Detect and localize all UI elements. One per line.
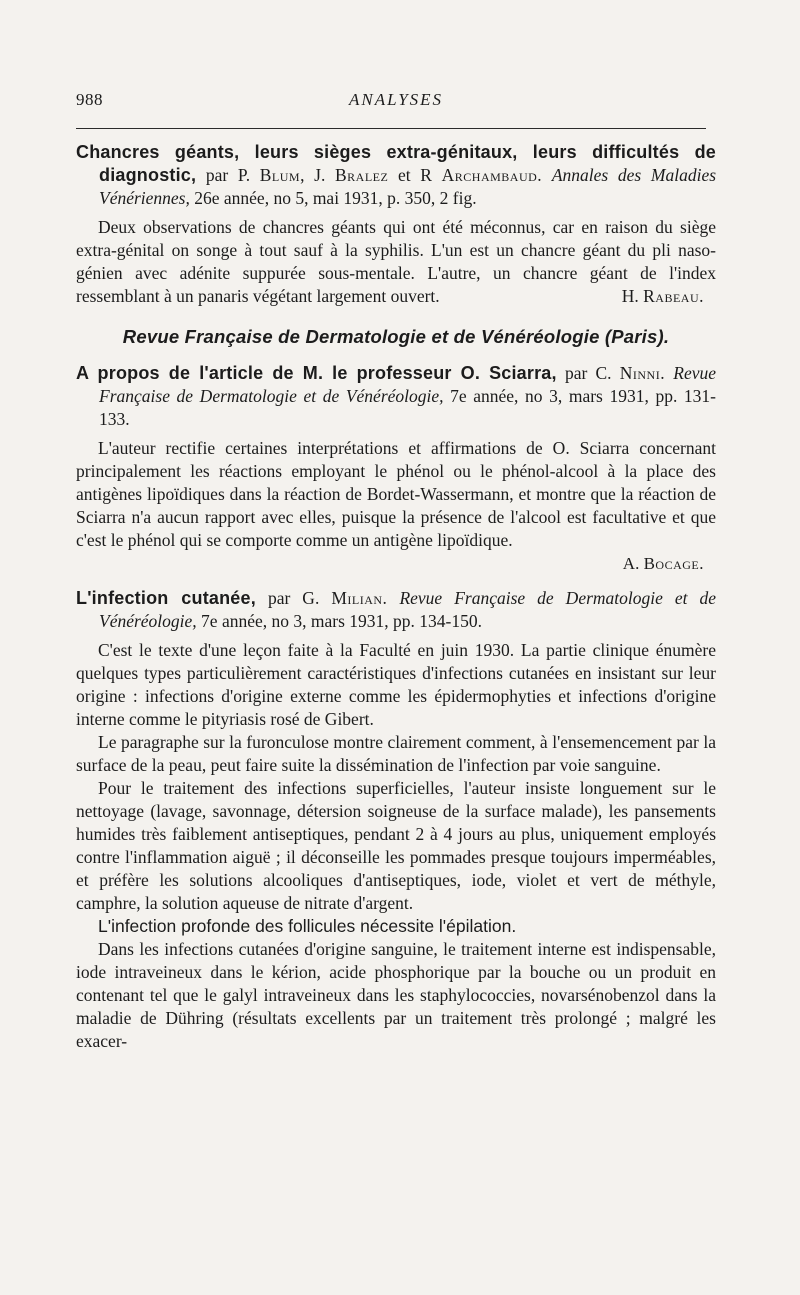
entry-3-paragraph-1: C'est le texte d'une leçon faite à la Faculté en juin 1930. La partie clinique énumère quelques types particulièrement caractéristiques d'infections cutanées en insistant sur leur origine : infections d'origine externe comme les épidermophyties et infections d'origine interne comme le pityriasis rosé de Gibert. [76,640,716,729]
entry-1-author: Bralez [335,165,389,185]
entry-2-body: L'auteur rectifie certaines interprétations et affirmations de O. Sciarra concernant principalement les réactions employant le phénol ou le phénol-alcool à la place des antigènes lipoïdiques dans la réaction de Bordet-Wassermann, et montre que la réaction de Sciarra n'a aucun rapport avec elles, puisque la présence de l'alcool est facultative et que c'est le phénol qui se comporte comme un antigène lipoïdique. [76,438,716,550]
running-head [76,90,716,120]
entry-3-title: L'infection cutanée, [76,588,256,608]
entry-2-signature: A. Bocage. [622,554,704,573]
entry-3-details: 7e année, no 3, mars 1931, pp. 134-150. [201,611,482,631]
entry-1-title: Chancres géants, leurs sièges extra-génitaux, leurs difficultés de diagnostic, [76,142,716,185]
entry-3-paragraph-5: Dans les infections cutanées d'origine sanguine, le traitement interne est indispensable, iode intraveineux dans le kérion, acide phosphorique par la bouche ou un produit en contenant tel que le galyl intraveineux dans les staphylococcies, novarsénobenzol dans la maladie de Dühring (résultats excellents par un traitement très prolongé ; malgré les exacer- [76,939,716,1051]
entry-3-author: Milian. [331,588,388,608]
entry-2-details: 7e année, no 3, mars 1931, pp. 131-133. [99,386,717,429]
journal-page [76,90,716,1053]
entry-1-author: Archambaud. [441,165,543,185]
entry-3-paragraph-2: Le paragraphe sur la furonculose montre clairement comment, à l'ensemencement par la surface de la peau, peut faire suite la dissémination de l'infection par voie sanguine. [76,732,716,775]
entry-3-paragraph-4: L'infection profonde des follicules nécessite l'épilation. [98,916,517,936]
entry-3-journal: Revue Française de Dermatologie et de Vénéréologie, [99,588,717,631]
entry-1-journal: Annales des Maladies Vénériennes, [99,165,717,208]
header-rule [76,128,706,129]
entry-2-heading: A propos de l'article de M. le professeur O. Sciarra, par C. Ninni. Revue Française de Dermatologie et de Vénéréologie, 7e année, no 3, mars 1931, pp. 131-133. [76,363,717,429]
page-number: 988 [76,90,103,109]
entry-1-heading: Chancres géants, leurs sièges extra-génitaux, leurs difficultés de diagnostic, par P. Blum, J. Bralez et R Archambaud. Annales des Maladies Vénériennes, 26e année, no 5, mai 1931, p. 350, 2 fig. [76,142,717,208]
section-title: Revue Française de Dermatologie et de Vénéréologie (Paris). [122,326,670,347]
entry-2-journal: Revue Française de Dermatologie et de Vénéréologie, [99,363,717,406]
entry-1-author: Blum [259,165,301,185]
entry-2-author: Ninni. [619,363,666,383]
entry-1-body: Deux observations de chancres géants qui ont été méconnus, car en raison du siège extra-génital on songe à tout sauf à la syphilis. L'un est un chancre géant du pli naso-génien avec adénite suppurée sous-mentale. L'autre, un chancre géant de l'index ressemblant à un panaris végétant largement ouvert. H. Rabeau. [76,217,716,306]
entry-1-signature: H. Rabeau. [621,286,704,306]
entry-1-details: 26e année, no 5, mai 1931, p. 350, 2 fig. [194,188,477,208]
entry-2-title: A propos de l'article de M. le professeur O. Sciarra, [76,363,557,383]
entry-3-paragraph-3: Pour le traitement des infections superficielles, l'auteur insiste longuement sur le nettoyage (lavage, savonnage, détersion soigneuse de la surface malade), les pansements humides très faiblement antiseptiques, pendant 2 à 4 jours au plus, uniquement employés contre l'inflammation aiguë ; il déconseille les pommades presque toujours imperméables, et préfère les solutions alcooliques d'antiseptiques, iode, violet et vert de méthyle, camphre, la solution aqueuse de nitrate d'argent. [76,778,716,913]
entry-3-heading: L'infection cutanée, par G. Milian. Revue Française de Dermatologie et de Vénéréologie, 7e année, no 3, mars 1931, pp. 134-150. [76,588,717,631]
running-title: ANALYSES [348,90,444,109]
